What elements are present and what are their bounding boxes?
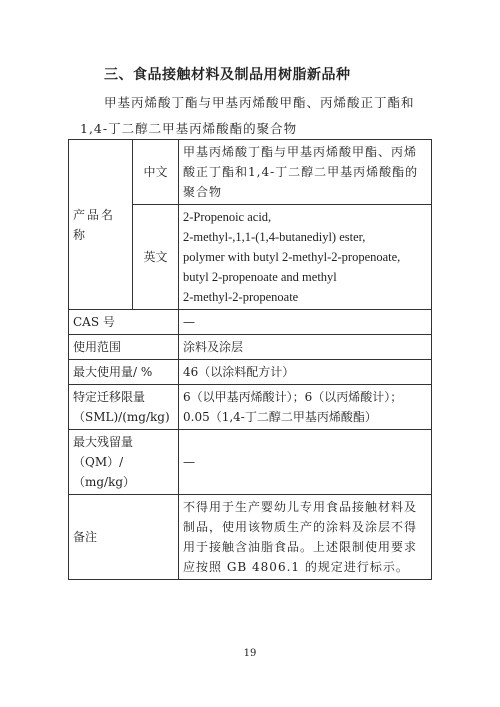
table-row <box>69 360 432 385</box>
substance-title-line2: 1,4-丁二醇二甲基丙烯酸酯的聚合物 <box>80 121 298 136</box>
sml-label-line: 特定迁移限量 <box>73 390 146 404</box>
qm-label-line: 最大残留量 <box>73 435 134 449</box>
usage-label: 使用范围 <box>69 335 179 360</box>
english-name-value <box>179 205 432 310</box>
max-usage-value: 46（以涂料配方计） <box>179 360 432 385</box>
remarks-label: 备注 <box>69 495 179 580</box>
sml-label-line: （SML)/(mg/kg) <box>73 410 170 424</box>
qm-label-line: （QM）/（mg/kg） <box>73 455 136 489</box>
table-row <box>69 335 432 360</box>
table-row <box>69 385 432 430</box>
cas-label: CAS 号 <box>69 310 179 335</box>
section-heading: 三、食品接触材料及制品用树脂新品种 <box>104 67 351 83</box>
product-name-label: 产品名称 <box>69 140 133 310</box>
table-row <box>69 430 432 495</box>
sml-value <box>179 385 432 430</box>
substance-spec-table <box>68 139 432 580</box>
usage-value: 涂料及涂层 <box>179 335 432 360</box>
remarks-value: 不得用于生产婴幼儿专用食品接触材料及制品，使用该物质生产的涂料及涂层不得用于接触含油脂食品。上述限制使用要求应按照 GB 4806.1 的规定进行标示。 <box>179 495 432 580</box>
table-row <box>69 310 432 335</box>
sml-value-line: 6（以甲基丙烯酸计）；6（以丙烯酸计）； <box>183 390 403 404</box>
qm-value: — <box>179 430 432 495</box>
table-row <box>69 495 432 580</box>
chinese-name-value: 甲基丙烯酸丁酯与甲基丙烯酸甲酯、丙烯酸正丁酯和1,4-丁二醇二甲基丙烯酸酯的聚合物 <box>179 140 432 205</box>
english-name-line: 2-methyl-2-propenoate <box>183 290 299 304</box>
english-name-line: butyl 2-propenoate and methyl <box>183 270 337 284</box>
sml-value-line: 0.05（1,4-丁二醇二甲基丙烯酸酯） <box>183 410 377 424</box>
english-name-line: polymer with butyl 2-methyl-2-propenoate, <box>183 250 401 264</box>
cas-value: — <box>179 310 432 335</box>
table-row <box>69 140 432 205</box>
max-usage-label: 最大使用量/ % <box>69 360 179 385</box>
english-label: 英文 <box>133 205 179 310</box>
page-number: 19 <box>243 648 257 659</box>
english-name-line: 2-Propenoic acid, <box>183 210 272 224</box>
substance-title-line1: 甲基丙烯酸丁酯与甲基丙烯酸甲酯、丙烯酸正丁酯和 <box>104 95 415 110</box>
chinese-label: 中文 <box>133 140 179 205</box>
sml-label <box>69 385 179 430</box>
qm-label <box>69 430 179 495</box>
english-name-line: 2-methyl-,1,1-(1,4-butanediyl) ester, <box>183 230 366 244</box>
